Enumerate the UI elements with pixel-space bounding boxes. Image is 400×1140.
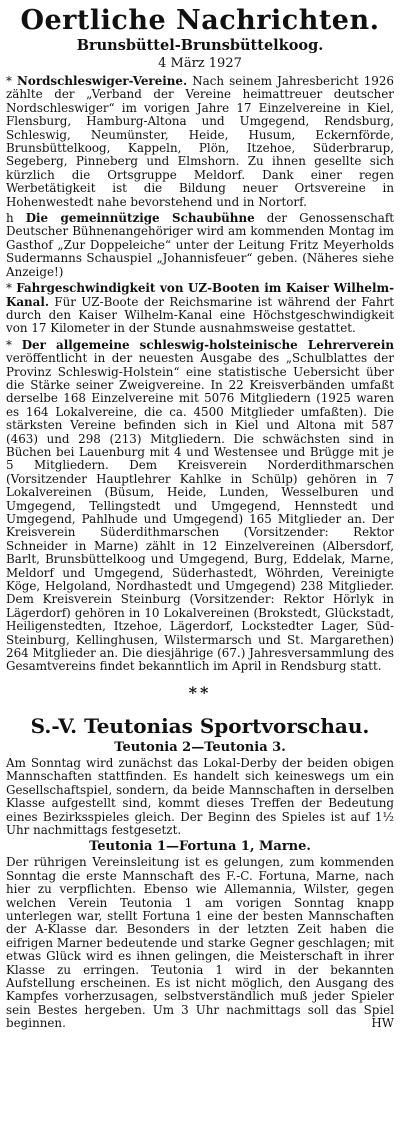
item-body: Für UZ-Boote der Reichsmarine ist während der Fahrt durch den Kaiser Wilhelm-Kanal eine Höchstgeschwindigkeit von 17 Kilometer in der Stunde ausnahmsweise gestattet. (6, 294, 395, 336)
section-title: S.-V. Teutonias Sportvorschau. (30, 713, 370, 738)
section-separator: ** (188, 682, 212, 702)
author-signature: HW (371, 1016, 394, 1031)
item-body: der Genossenschaft Deutscher Bühnenangehöriger wird am kommenden Montag im Gasthof „Zur Doppeleiche“ unter der Leitung Fritz Meyerholds Sudermanns Schauspiel „Johannisfeuer“ geben. (Näheres siehe Anzeige!) (6, 211, 395, 279)
news-item-lehrerverein (6, 339, 394, 674)
subhead: Brunsbüttel-Brunsbüttelkoog. (76, 37, 324, 54)
issue-date: 4 März 1927 (158, 56, 242, 71)
item-title: Fahrgeschwindigkeit von UZ-Booten im Kaiser Wilhelm-Kanal. (6, 281, 395, 309)
news-item-nordschleswiger (6, 75, 394, 209)
item-title: Die gemeinnützige Schaubühne (25, 211, 255, 226)
item-marker: h (6, 211, 14, 226)
item-marker: * (6, 74, 12, 88)
match-2-title: Teutonia 1—Fortuna 1, Marne. (89, 839, 311, 855)
item-body: Nach seinem Jahresbericht 1926 zählte der „Verband der Vereine heimattreuer deutscher Nordschleswiger“ im vorigen Jahre 17 Einzelvereine in Kiel, Flensburg, Hamburg-Altona und Umgegend, Rendsburg, Schleswig, Neumünster, Heide, Husum, Eckernförde, Brunsbüttelkoog, Kappeln, Plön, Itzehoe, Süderbrarup, Segeberg, Pinneberg und Elmshorn. Zu ihnen gesellte sich kürzlich die Ortsgruppe Meldorf. Dank einer regen Werbetätigkeit ist die Bildung neuer Ortsvereine in Hohenwestedt nahe bevorstehend und in Nortorf. (6, 74, 394, 209)
match-2-body (6, 856, 394, 1030)
news-item-schaubuehne (6, 212, 394, 279)
match-1-body: Am Sonntag wird zunächst das Lokal-Derby der beiden obigen Mannschaften stattfinden. Es handelt sich keineswegs um ein Gesellschaftspiel, sondern, da beide Mannschaften in derselben Klasse aufgestellt sind, kommt dieses Treffen der Bedeutung eines Bezirksspieles gleich. Der Beginn des Spieles ist auf 1½ Uhr nachmittags festgesetzt. (6, 755, 394, 837)
item-title: Der allgemeine schleswig-holsteinische Lehrerverein (21, 337, 394, 352)
match-2-text: Der rührigen Vereinsleitung ist es gelungen, zum kommenden Sonntag die erste Mannschaft des F.-C. Fortuna, Marne, nach hier zu verpflichten. Ebenso wie Allemannia, Wilster, gegen welchen Verein Teutonia 1 am vorigen Sonntag knapp unterlegen war, stellt Fortuna 1 eine der besten Mannschaften der A-Klasse dar. Besonders in der letzten Zeit haben die eifrigen Marner bedeutende und starke Gegner geschlagen; mit etwas Glück wird es ihnen gelingen, die Meisterschaft in ihrer Klasse zu erringen. Teutonia 1 wird in der bekannten Aufstellung erscheinen. Es ist nicht möglich, den Ausgang des Kampfes vorherzusagen, selbstverständlich muß jeder Spieler sein Bestes hergeben. Um 3 Uhr nachmittags soll das Spiel beginnen. (6, 855, 394, 1031)
match-1-title: Teutonia 2—Teutonia 3. (114, 739, 286, 755)
item-title: Nordschleswiger-Vereine. (17, 74, 188, 88)
item-marker: * (6, 281, 12, 296)
news-item-uz-boote (6, 282, 394, 336)
masthead: Oertliche Nachrichten. (20, 5, 380, 36)
item-marker: * (6, 337, 12, 352)
item-body: veröffentlicht in der neuesten Ausgabe des „Schulblattes der Provinz Schleswig-Holstein“ eine statistische Uebersicht über die Stärke seiner Zweigvereine. In 22 Kreisverbänden umfaßt derselbe 168 Einzelvereine mit 5076 Mitgliedern (1925 waren es 164 Lokalvereine, die ca. 4500 Mitglieder umfaßten). Die stärksten Vereine befinden sich in Kiel und Altona mit 587 (463) und 298 (213) Mitgliedern. Die schwächsten sind in Büchen bei Lauenburg mit 4 und Westensee und Brügge mit je 5 Mitgliedern. Dem Kreisverein Norderdithmarschen (Vorsitzender Hauptlehrer Kahlke in Schülp) gehören in 7 Lokalvereinen (Büsum, Heide, Lunden, Wesselburen und Umgegend, Tellingstedt und Umgegend, Hennstedt und Umgegend, Pahlhude und Umgegend) 165 Mitglieder an. Der Kreisverein Süderdithmarschen (Vorsitzender: Rektor Schneider in Marne) zählt in 12 Einzelvereinen (Albersdorf, Barlt, Brunsbüttelkoog und Umgegend, Burg, Eddelak, Marne, Meldorf und Umgegend, Süderhastedt, Wöhrden, Vereinigte Köge, Helgoland, Nordhastedt und Umgegend) 238 Mitglieder. Dem Kreisverein Steinburg (Vorsitzender: Rektor Hörlyk in Lägerdorf) gehören in 10 Lokalvereinen (Brokstedt, Glückstadt, Heiligenstedten, Itzehoe, Lägerdorf, Lockstedter Lager, Süd-Steinburg, Kellinghusen, Wilstermarsch und St. Margarethen) 264 Mitglieder an. Die diesjährige (67.) Jahresversammlung des Gesamtvereins findet bekanntlich im April in Rendsburg statt. (6, 351, 394, 674)
